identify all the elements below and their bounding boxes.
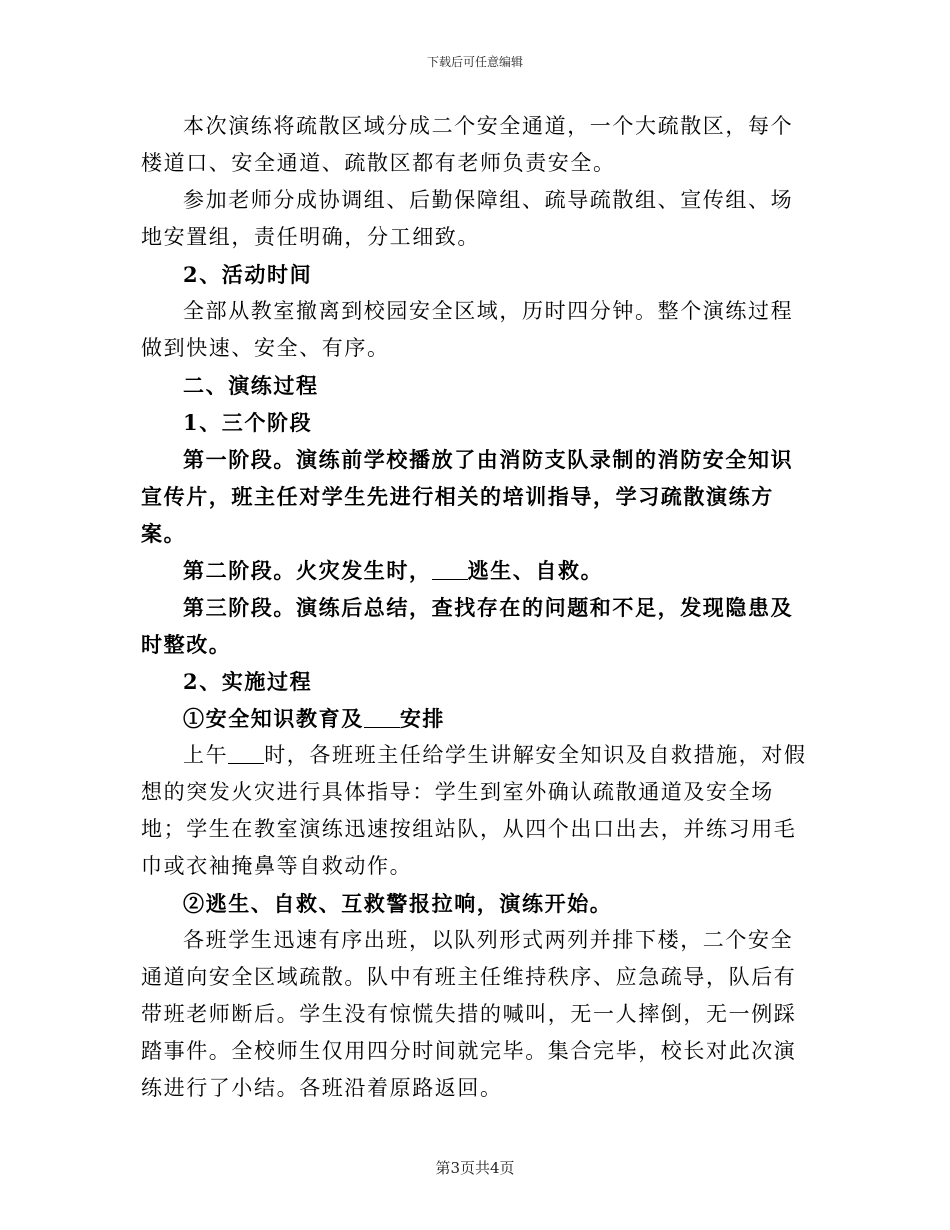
- text-segment: 上午: [183, 743, 229, 767]
- fill-blank: [364, 707, 400, 728]
- paragraph: 各班学生迅速有序出班，以队列形式两列并排下楼，二个安全通道向安全区域疏散。队中有班主任维持秩序、应急疏导，队后有带班老师断后。学生没有惊慌失措的喊叫，无一人摔倒，无一例踩踏事件。全校师生仅用四分时间就完毕。集合完毕，校长对此次演练进行了小结。各班沿着原路返回。: [141, 928, 797, 1100]
- section-heading: 2、活动时间: [183, 262, 313, 287]
- text-segment: 安排: [399, 706, 446, 731]
- paragraph: 参加老师分成协调组、后勤保障组、疏导疏散组、宣传组、场地安置组，责任明确，分工细致。: [141, 188, 794, 249]
- paragraph-bold: 第三阶段。演练后总结，查找存在的问题和不足，发现隐患及时整改。: [141, 595, 794, 657]
- paragraph: 本次演练将疏散区域分成二个安全通道，一个大疏散区，每个楼道口、安全通道、疏散区都有老师负责安全。: [141, 114, 794, 175]
- section-heading: 二、演练过程: [183, 373, 319, 398]
- section-heading: 2、实施过程: [183, 669, 313, 694]
- paragraph-bold: [141, 552, 811, 589]
- section-heading: 1、三个阶段: [183, 410, 313, 435]
- subsection-heading: [141, 700, 811, 737]
- paragraph: [141, 737, 811, 885]
- fill-blank: [432, 559, 468, 580]
- fill-blank: [228, 743, 264, 764]
- paragraph-bold: 第一阶段。演练前学校播放了由消防支队录制的消防安全知识宣传片，班主任对学生先进行相关的培训指导，学习疏散演练方案。: [141, 447, 794, 546]
- text-segment: ①安全知识教育及: [183, 706, 364, 731]
- subsection-heading: ②逃生、自救、互救警报拉响，演练开始。: [183, 891, 613, 916]
- text-segment: 时，各班班主任给学生讲解安全知识及自救措施，对假想的突发火灾进行具体指导：学生到室外确认疏散通道及安全场地；学生在教室演练迅速按组站队，从四个出口出去，并练习用毛巾或衣袖掩鼻等自救动作。: [141, 743, 807, 878]
- text-segment: 第二阶段。火灾发生时，: [183, 558, 432, 583]
- page-header-note: 下载后可任意编辑: [426, 55, 523, 69]
- page-number: 第3页共4页: [435, 1159, 515, 1177]
- document-body: [141, 108, 811, 1107]
- text-segment: 逃生、自救。: [467, 558, 604, 583]
- paragraph: 全部从教室撤离到校园安全区域，历时四分钟。整个演练过程做到快速、安全、有序。: [141, 299, 794, 360]
